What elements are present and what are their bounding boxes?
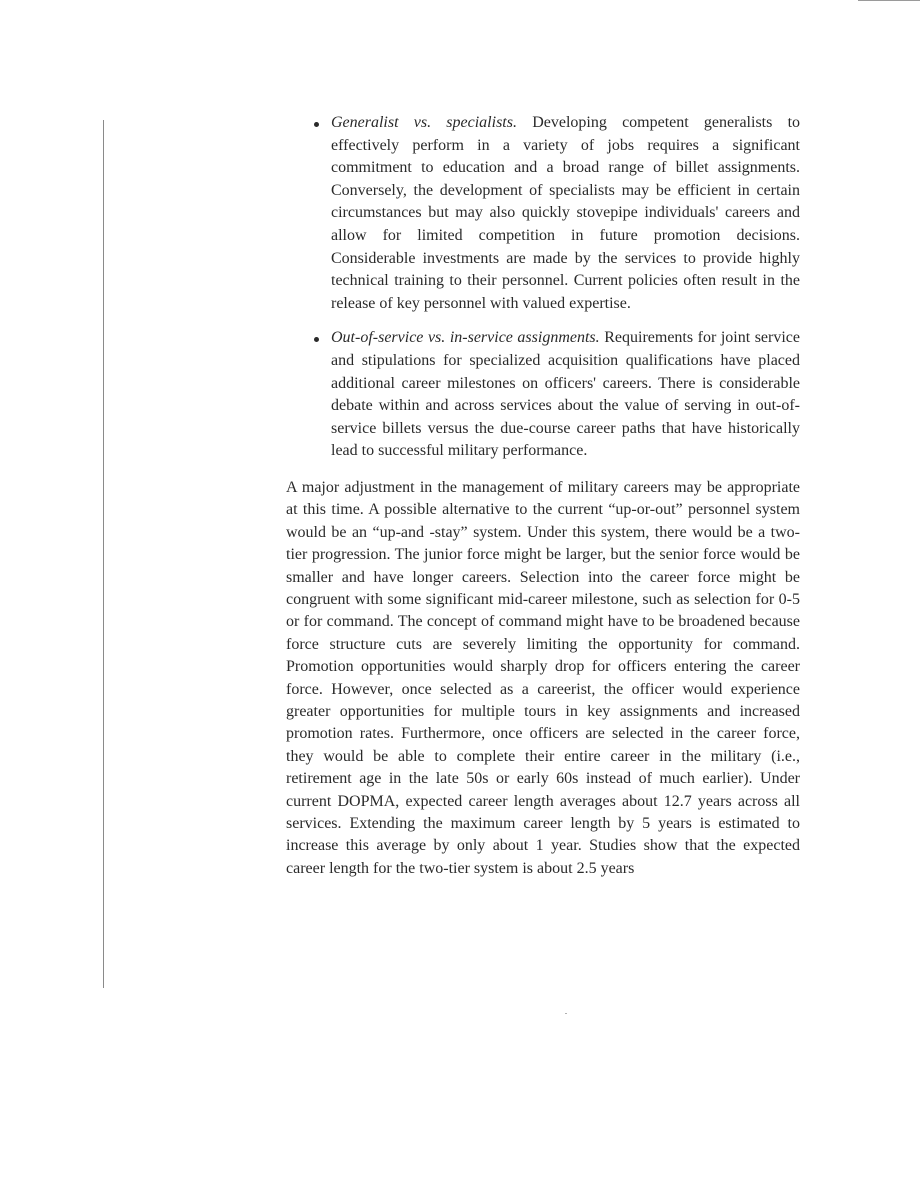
margin-rule [103, 120, 104, 988]
document-page [286, 112, 800, 880]
scan-corner-line [858, 0, 920, 1]
bullet-text: Developing competent generalists to effectively perform in a variety of jobs requires a significant commitment to education and a broad range of billet assignments. Conversely, the development of specialists may be efficient in certain circumstances but may also quickly stovepipe individuals' careers and allow for limited competition in future promotion decisions. Considerable investments are made by the services to provide highly technical training to their personnel. Current policies often result in the release of key personnel with valued expertise. [331, 114, 801, 312]
bullet-item-generalist [286, 112, 800, 315]
bullet-list [286, 112, 800, 463]
bullet-lead: Out-of-service vs. in-service assignments. [331, 329, 600, 347]
bullet-text: Requirements for joint service and stipulations for specialized acquisition qualifications have placed additional career milestones on officers' careers. There is considerable debate within and across services about the value of serving in out-of-service billets versus the due-course career paths that have historically lead to successful military performance. [331, 329, 801, 460]
body-paragraph: A major adjustment in the management of military careers may be appropriate at this time. A possible alternative to the current “up-or-out” personnel system would be an “up-and -stay” system. Under this system, there would be a two-tier progression. The junior force might be larger, but the senior force would be smaller and have longer careers. Selection into the career force might be congruent with some significant mid-career milestone, such as selection for 0-5 or for command. The concept of command might have to be broadened because force structure cuts are severely limiting the opportunity for command. Promotion opportunities would sharply drop for officers entering the career force. However, once selected as a careerist, the officer would experience greater opportunities for multiple tours in key assignments and increased promotion rates. Furthermore, once officers are selected in the career force, they would be able to complete their entire career in the military (i.e., retirement age in the late 50s or early 60s instead of much earlier). Under current DOPMA, expected career length averages about 12.7 years across all services. Extending the maximum career length by 5 years is estimated to increase this average by only about 1 year. Studies show that the expected career length for the two-tier system is about 2.5 years [286, 478, 800, 877]
bullet-dot-icon [314, 337, 319, 342]
bullet-lead: Generalist vs. specialists. [331, 114, 517, 131]
bullet-item-out-of-service [286, 327, 800, 463]
bullet-dot-icon [314, 122, 319, 127]
scan-speck [565, 1013, 567, 1014]
